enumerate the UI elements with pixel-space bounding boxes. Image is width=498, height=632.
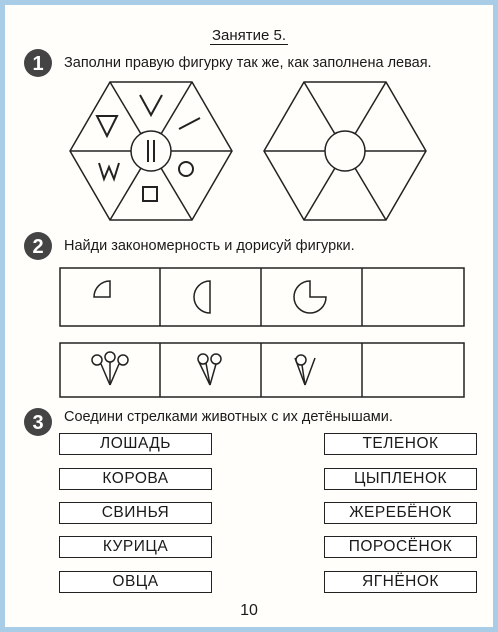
triangle-shape: [97, 116, 117, 136]
w-shape: [99, 163, 119, 179]
one-balloon-shape: [295, 355, 315, 385]
lesson-title: [5, 27, 493, 44]
square-shape: [143, 187, 157, 201]
hexagon-to-fill: [263, 81, 427, 221]
task-2-number-badge: [23, 231, 53, 261]
half-circle-shape: [194, 281, 210, 313]
animal-sheep[interactable]: ОВЦА: [59, 571, 212, 593]
animal-horse[interactable]: ЛОШАДЬ: [59, 433, 212, 455]
animal-chicken[interactable]: КУРИЦА: [59, 536, 212, 558]
task-1-number: 1: [32, 53, 44, 75]
baby-calf[interactable]: ТЕЛЕНОК: [324, 433, 477, 455]
lesson-title-text: Занятие 5.: [211, 27, 287, 44]
baby-foal[interactable]: ЖЕРЕБЁНОК: [324, 502, 477, 524]
hexagon-example: [69, 81, 233, 221]
line-shape: [179, 118, 200, 129]
animal-pig[interactable]: СВИНЬЯ: [59, 502, 212, 524]
task-3-text: Соедини стрелками животных с их детёнышами.: [64, 409, 393, 425]
two-balloons-shape: [198, 354, 221, 385]
task-2-text: Найди закономерность и дорисуй фигурки.: [64, 238, 355, 254]
task-2-number: 2: [32, 236, 44, 258]
task-1-text: Заполни правую фигурку так же, как заполнена левая.: [64, 55, 432, 71]
task-1-number-badge: [23, 48, 53, 78]
sector-pattern-strip: [59, 267, 465, 327]
baby-chick[interactable]: ЦЫПЛЕНОК: [324, 468, 477, 490]
balloon-pattern-strip: [59, 342, 465, 398]
task-3-number: 3: [32, 412, 44, 434]
animal-cow[interactable]: КОРОВА: [59, 468, 212, 490]
page-number: 10: [240, 602, 258, 619]
three-quarter-circle-shape: [294, 281, 326, 313]
task-3-number-badge: [23, 407, 53, 437]
baby-lamb[interactable]: ЯГНЁНОК: [324, 571, 477, 593]
baby-piglet[interactable]: ПОРОСЁНОК: [324, 536, 477, 558]
quarter-circle-shape: [94, 281, 110, 297]
circle-shape: [179, 162, 193, 176]
v-shape: [140, 95, 162, 115]
three-balloons-shape: [92, 352, 128, 385]
